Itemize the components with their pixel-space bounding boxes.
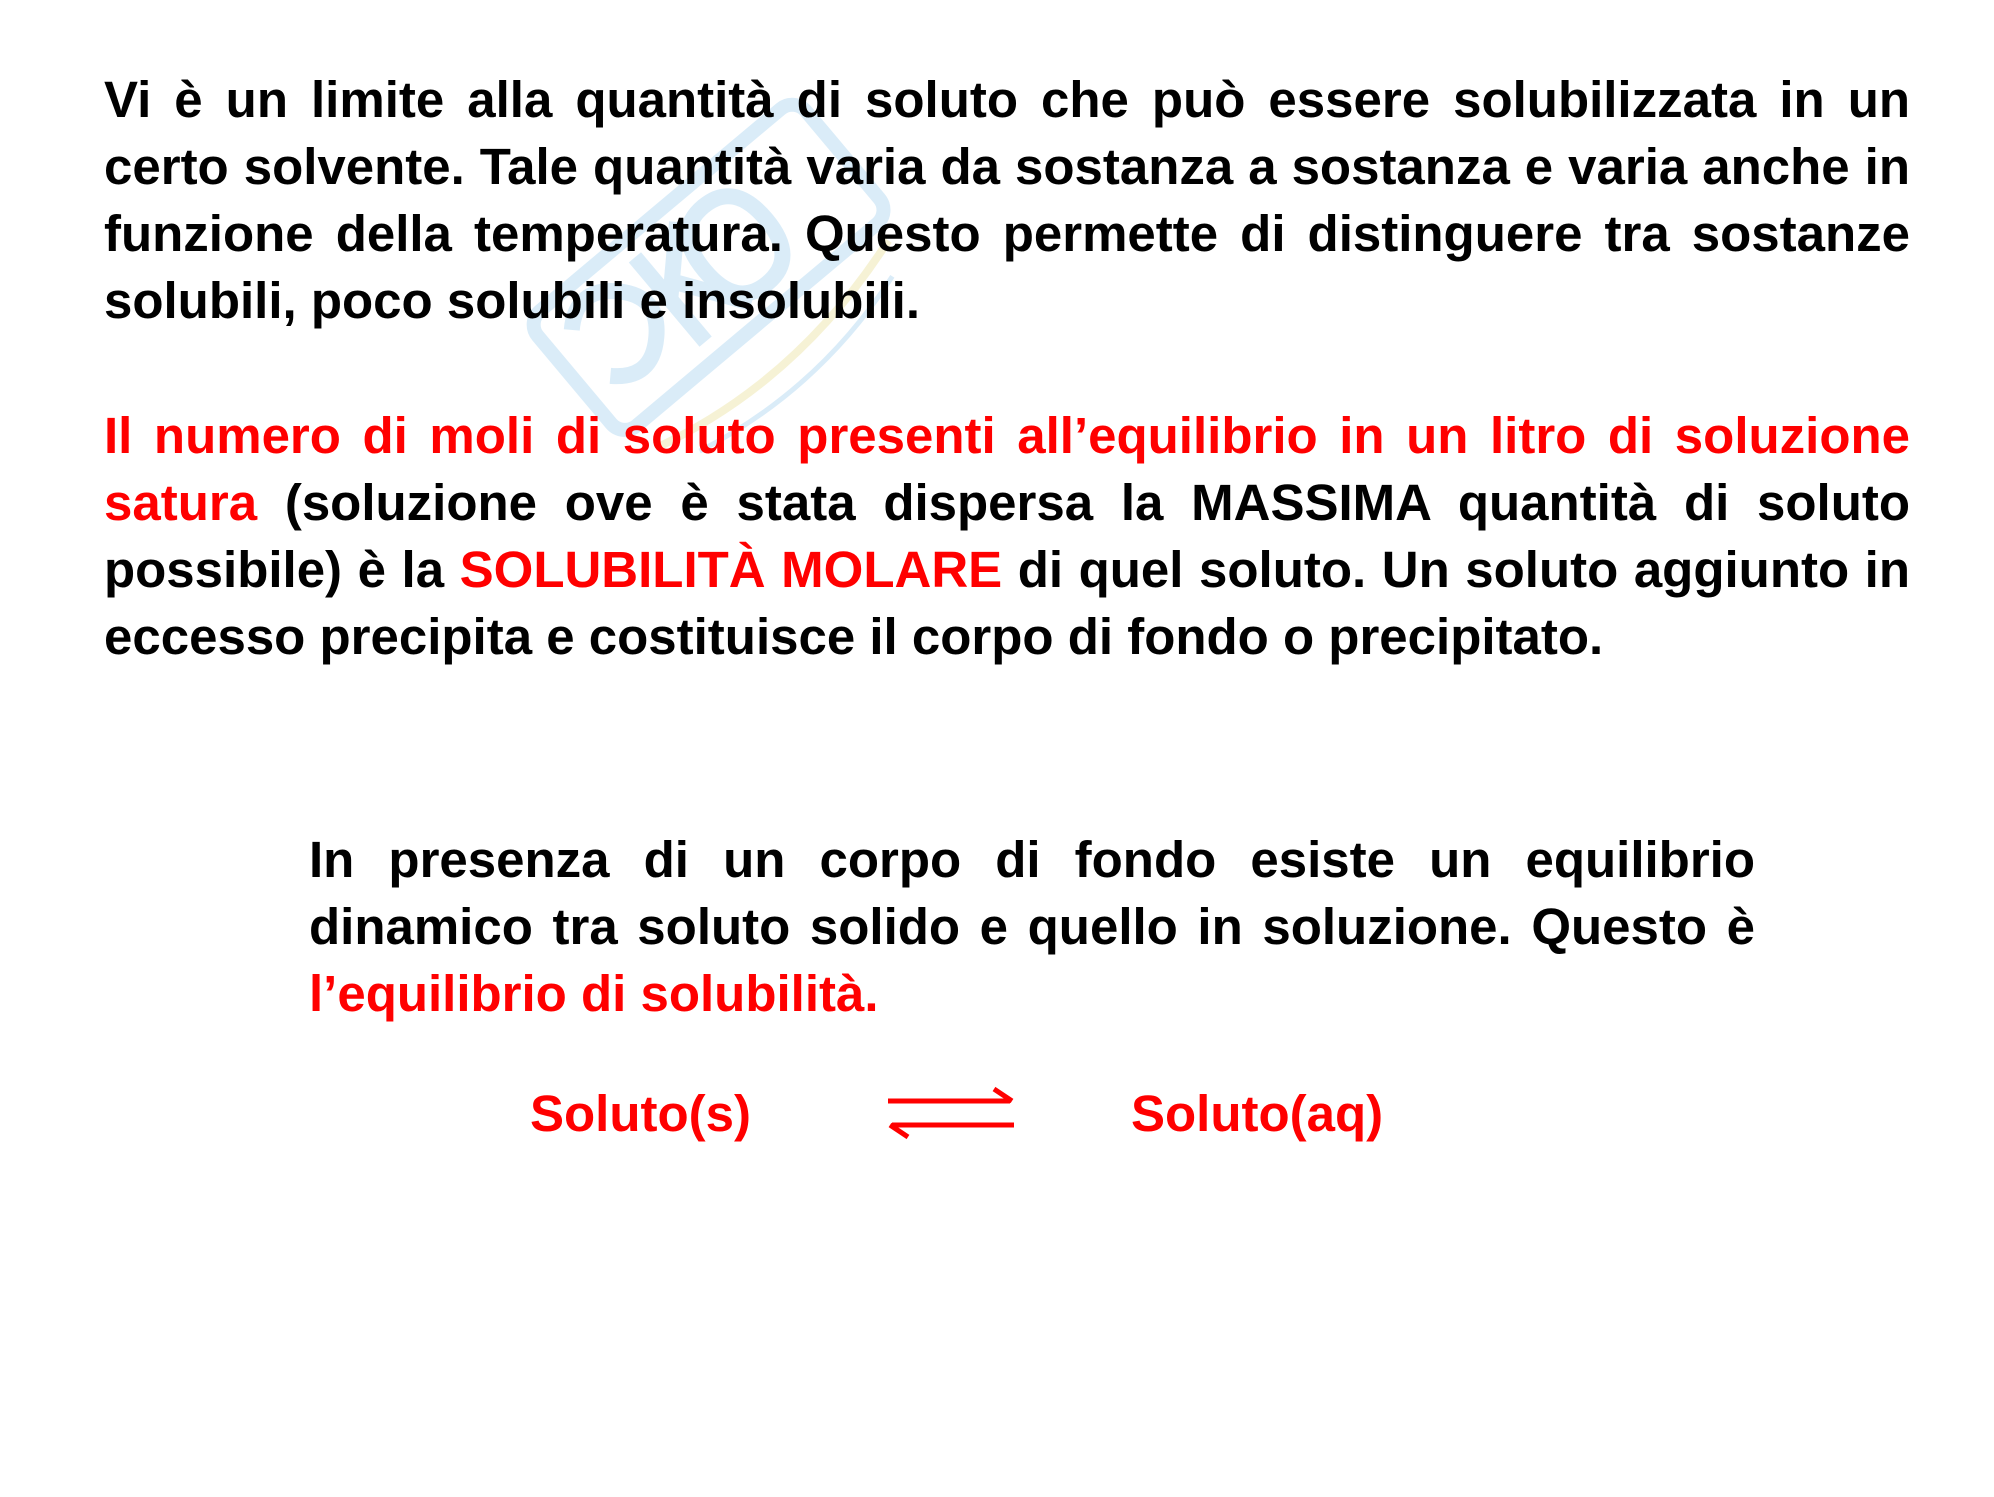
equilibrium-arrows-icon <box>884 1083 1018 1143</box>
intro-paragraph <box>104 66 1910 334</box>
solubility-equilibrium-term: l’equilibrio di solubilità. <box>309 965 879 1022</box>
equilibrium-paragraph-text: In presenza di un corpo di fondo esiste un equilibrio dinamico tra soluto solido e quello in soluzione. Questo è <box>309 831 1755 955</box>
molar-solubility-term: SOLUBILITÀ MOLARE <box>459 541 1003 598</box>
definition-red-intro: Il numero di moli di soluto presenti all’equilibrio in un litro di soluzione satura <box>104 407 1910 531</box>
equilibrium-paragraph <box>309 826 1755 1027</box>
equation-right-term: Soluto(aq) <box>1131 1085 1384 1142</box>
intro-paragraph-text: Vi è un limite alla quantità di soluto che può essere solubilizzata in un certo solvente. Tale quantità varia da sostanza a sostanza e varia anche in funzione della temperatura. Questo permette di distinguere tra sostanze solubili, poco solubili e insolubili. <box>104 71 1910 329</box>
definition-text-a: (soluzione ove è stata dispersa la MASSIMA quantità di soluto possibile) è la <box>104 474 1910 598</box>
definition-text-b: di quel soluto. Un soluto aggiunto in eccesso precipita e costituisce il corpo di fondo o precipitato. <box>104 541 1910 665</box>
equation-left-term: Soluto(s) <box>530 1085 751 1142</box>
definition-paragraph <box>104 402 1910 670</box>
